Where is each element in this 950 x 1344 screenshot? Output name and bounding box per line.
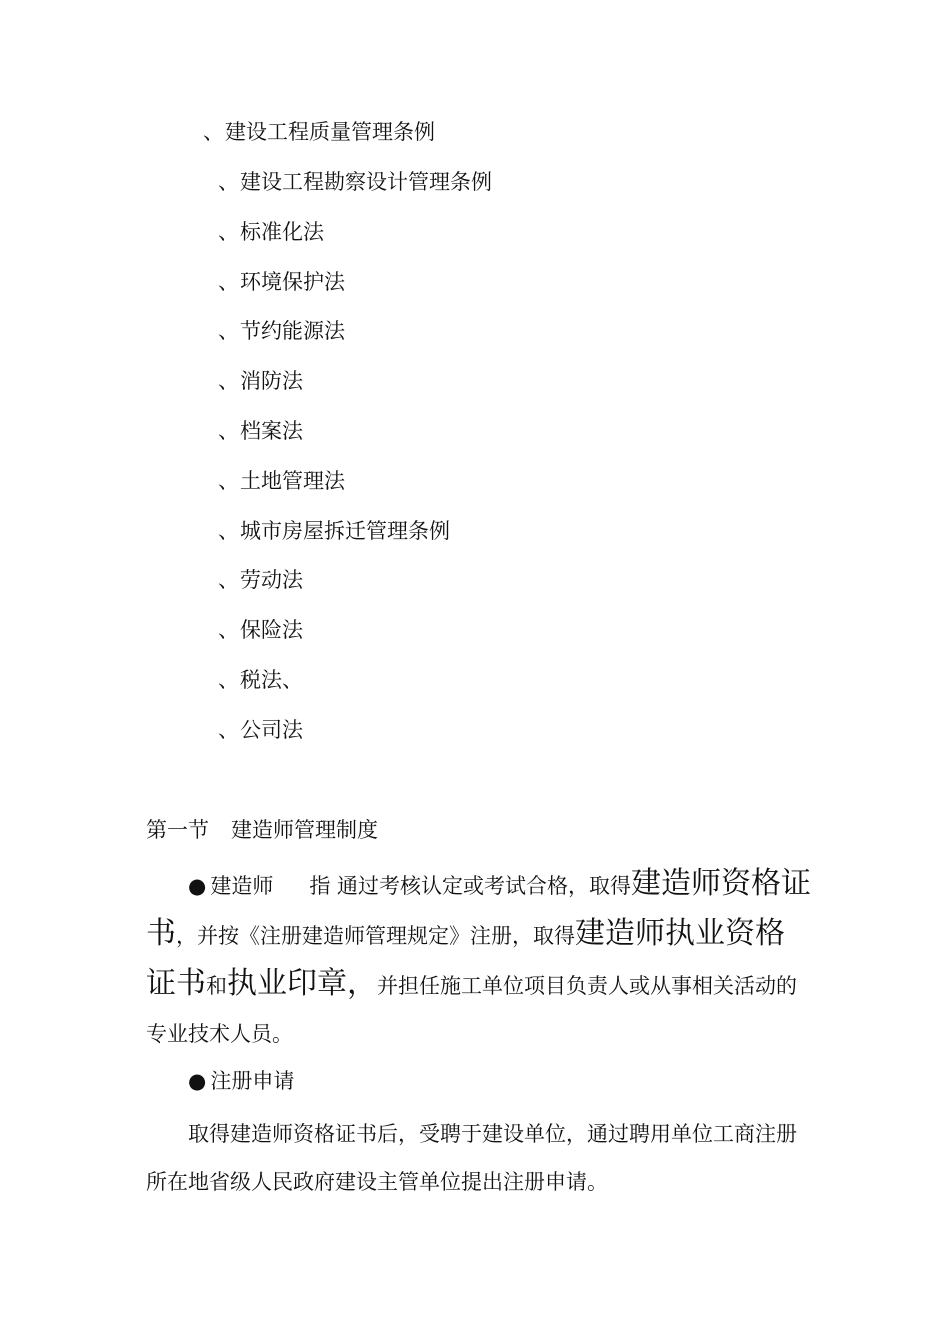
list-mark: 、 bbox=[218, 319, 239, 343]
list-item-label: 建设工程勘察设计管理条例 bbox=[240, 170, 492, 194]
section-title: 建造师管理制度 bbox=[231, 818, 378, 842]
section-number: 第一节 bbox=[146, 818, 209, 842]
list-mark: 、 bbox=[218, 568, 239, 592]
list-mark: 、 bbox=[218, 618, 239, 642]
list-item-label: 建设工程质量管理条例 bbox=[225, 120, 435, 144]
list-mark: 、 bbox=[218, 270, 239, 294]
list-mark: 、 bbox=[218, 220, 239, 244]
list-item bbox=[203, 119, 435, 145]
list-mark: 、 bbox=[218, 170, 239, 194]
list-mark: 、 bbox=[218, 668, 239, 692]
list-item-label: 税法、 bbox=[240, 668, 303, 692]
list-mark: 、 bbox=[218, 369, 239, 393]
list-item bbox=[218, 617, 303, 643]
list-item bbox=[218, 318, 345, 344]
definition-text: 指 通过考核认定或考试合格，取得 bbox=[309, 874, 632, 898]
list-mark: 、 bbox=[218, 718, 239, 742]
definition-term: 建造师 bbox=[210, 874, 274, 898]
list-item-label: 消防法 bbox=[240, 369, 303, 393]
list-mark: 、 bbox=[218, 519, 239, 543]
list-item bbox=[218, 667, 303, 693]
list-item bbox=[218, 269, 345, 295]
list-item bbox=[218, 567, 303, 593]
list-mark: 、 bbox=[218, 469, 239, 493]
list-item bbox=[218, 418, 303, 444]
section-heading bbox=[146, 817, 378, 843]
definition-text: 并担任施工单位项目负责人或从事相关活动的专业技术人员。 bbox=[146, 974, 797, 1046]
list-item-label: 标准化法 bbox=[240, 220, 324, 244]
list-item-label: 环境保护法 bbox=[240, 270, 345, 294]
registration-title: 注册申请 bbox=[210, 1069, 295, 1093]
list-item-label: 公司法 bbox=[240, 718, 303, 742]
bullet-icon: ● bbox=[188, 874, 207, 898]
list-item bbox=[218, 518, 450, 544]
definition-text: 和 bbox=[206, 974, 227, 998]
registration-paragraph: 取得建造师资格证书后，受聘于建设单位，通过聘用单位工商注册所在地省级人民政府建设主管单位提出注册申请。 bbox=[146, 1122, 797, 1194]
list-item-label: 劳动法 bbox=[240, 568, 303, 592]
registration-heading bbox=[146, 1064, 814, 1098]
list-item-label: 档案法 bbox=[240, 419, 303, 443]
emphasis-text: 建造师执业资格证书 bbox=[146, 916, 785, 1001]
list-item bbox=[218, 219, 324, 245]
definition-text: ，并按《注册建造师管理规定》注册，取得 bbox=[176, 924, 575, 948]
emphasis-text: 执业印章， bbox=[227, 966, 377, 1001]
list-item-label: 城市房屋拆迁管理条例 bbox=[240, 519, 450, 543]
list-item-label: 保险法 bbox=[240, 618, 303, 642]
bullet-icon: ● bbox=[188, 1069, 207, 1093]
list-item-label: 土地管理法 bbox=[240, 469, 345, 493]
list-item bbox=[218, 368, 303, 394]
list-item bbox=[218, 468, 345, 494]
list-item bbox=[218, 717, 303, 743]
list-item bbox=[218, 169, 492, 195]
emphasis-text: 建造师资格证书 bbox=[146, 866, 812, 951]
list-mark: 、 bbox=[218, 419, 239, 443]
definition-paragraph bbox=[146, 860, 814, 1058]
list-item-label: 节约能源法 bbox=[240, 319, 345, 343]
list-mark: 、 bbox=[203, 120, 224, 144]
